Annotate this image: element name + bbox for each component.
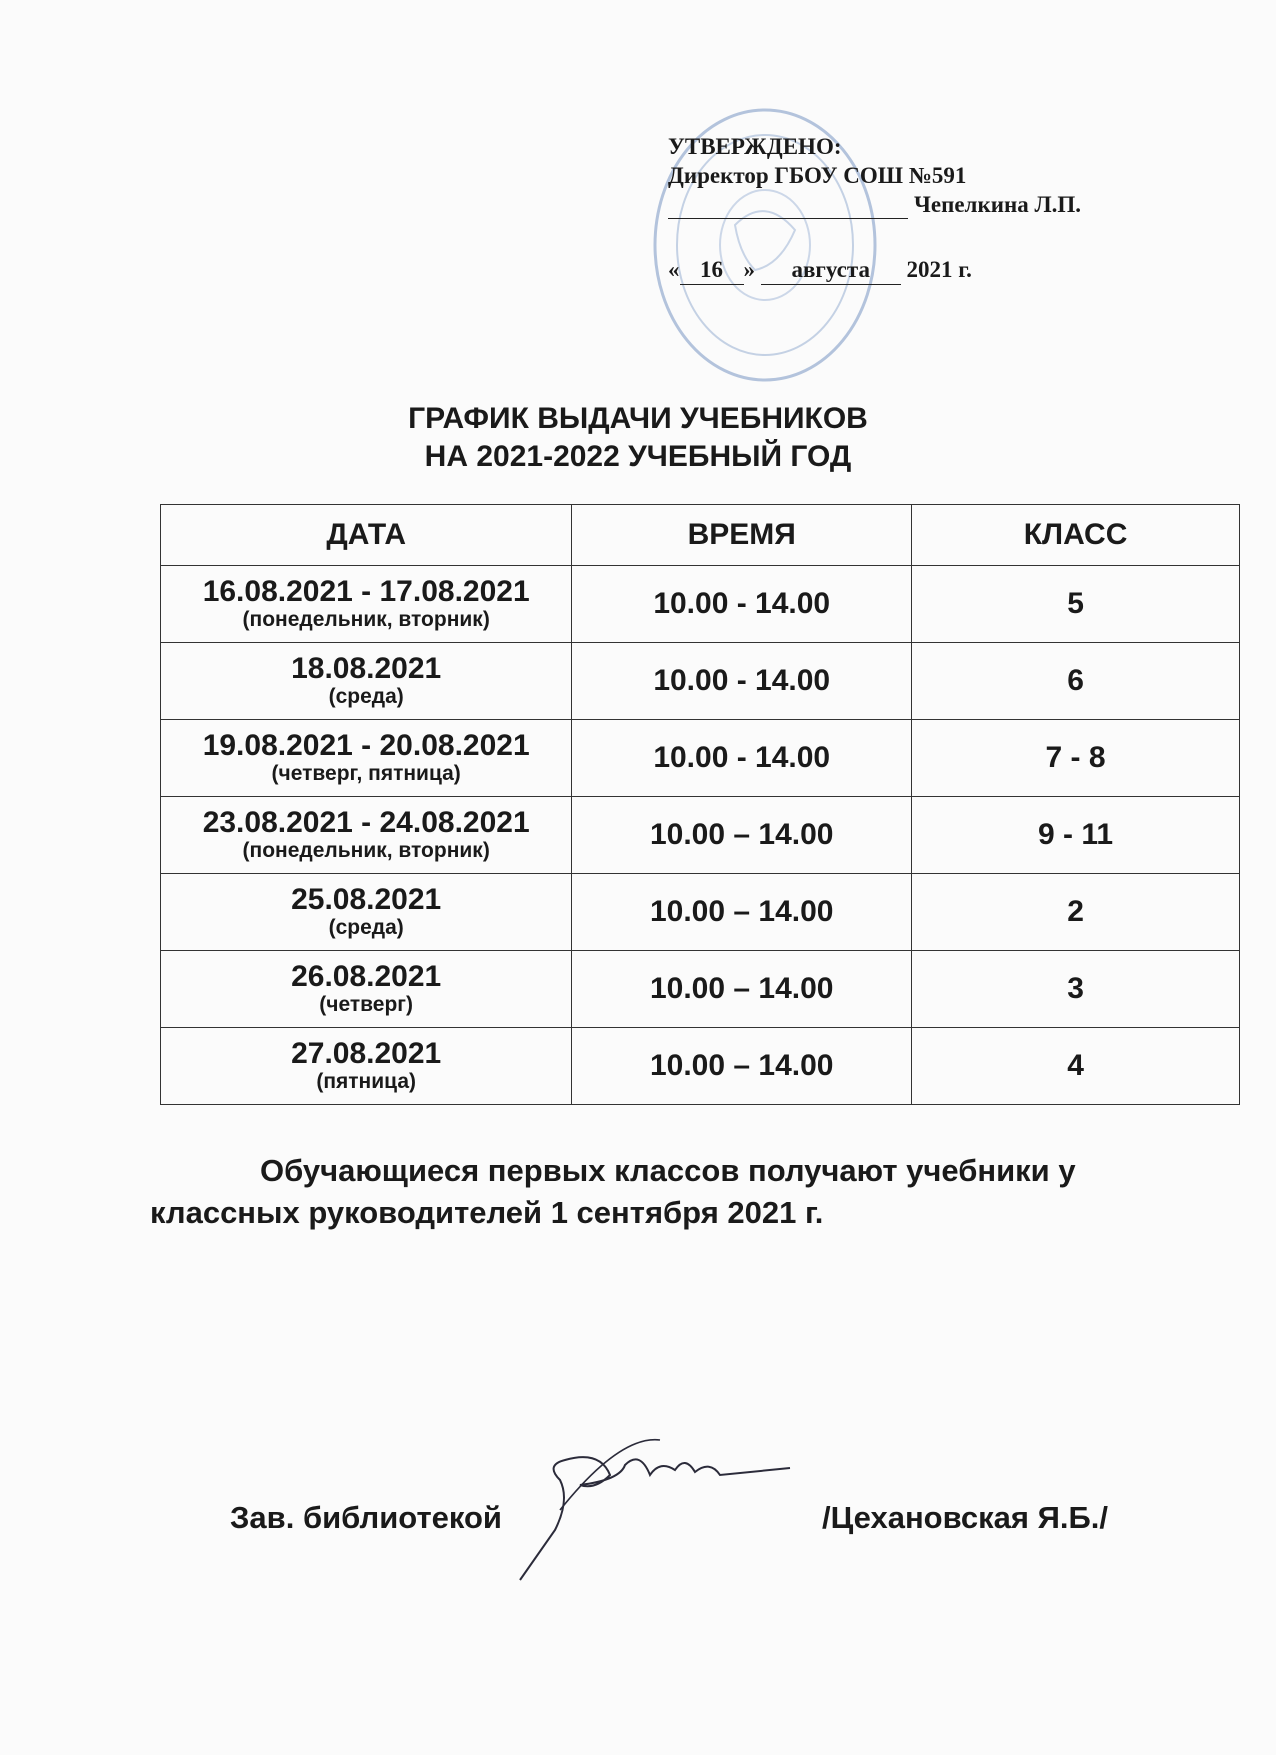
table-row <box>161 720 1240 797</box>
table-row <box>161 643 1240 720</box>
weekday-value: (четверг) <box>319 993 414 1016</box>
weekday-value: (пятница) <box>316 1070 416 1093</box>
time-cell: 10.00 – 14.00 <box>572 797 912 874</box>
table-row <box>161 797 1240 874</box>
table-row <box>161 1028 1240 1105</box>
director-name: Чепелкина Л.П. <box>914 192 1081 217</box>
time-cell: 10.00 – 14.00 <box>572 1028 912 1105</box>
weekday-value: (среда) <box>328 916 404 939</box>
table-header-row <box>161 505 1240 566</box>
time-cell: 10.00 - 14.00 <box>572 566 912 643</box>
weekday-value: (понедельник, вторник) <box>242 608 490 631</box>
handwritten-signature <box>500 1420 800 1590</box>
date-value: 27.08.2021 <box>291 1037 442 1070</box>
date-value: 18.08.2021 <box>291 652 442 685</box>
approval-block <box>668 132 1081 285</box>
weekday-value: (среда) <box>328 685 404 708</box>
date-value: 26.08.2021 <box>291 960 442 993</box>
class-cell: 9 - 11 <box>912 797 1240 874</box>
first-grade-note: Обучающиеся первых классов получают учебники у классных руководителей 1 сентября 2021 г. <box>150 1153 1076 1230</box>
time-cell: 10.00 – 14.00 <box>572 951 912 1028</box>
date-open-quote: « <box>668 257 680 282</box>
header-class: КЛАСС <box>912 505 1240 566</box>
header-time: ВРЕМЯ <box>572 505 912 566</box>
class-cell: 7 - 8 <box>912 720 1240 797</box>
approval-title: УТВЕРЖДЕНО: <box>668 134 842 159</box>
time-cell: 10.00 - 14.00 <box>572 643 912 720</box>
class-cell: 3 <box>912 951 1240 1028</box>
date-value: 25.08.2021 <box>291 883 442 916</box>
header-date: ДАТА <box>161 505 572 566</box>
approval-date <box>668 255 1081 285</box>
date-day: 16 <box>680 255 744 285</box>
table-row <box>161 566 1240 643</box>
date-cell <box>161 1028 572 1105</box>
date-value: 19.08.2021 - 20.08.2021 <box>202 729 530 762</box>
title-line-2: НА 2021-2022 УЧЕБНЫЙ ГОД <box>424 440 852 473</box>
approval-signature-row <box>668 190 1081 219</box>
date-close-quote: » <box>743 257 755 282</box>
class-cell: 6 <box>912 643 1240 720</box>
class-cell: 5 <box>912 566 1240 643</box>
weekday-value: (понедельник, вторник) <box>242 839 490 862</box>
date-cell <box>161 797 572 874</box>
date-cell <box>161 951 572 1028</box>
date-cell <box>161 874 572 951</box>
date-value: 16.08.2021 - 17.08.2021 <box>202 575 530 608</box>
schedule-table <box>160 504 1240 1105</box>
date-value: 23.08.2021 - 24.08.2021 <box>202 806 530 839</box>
date-month: августа <box>761 255 901 285</box>
class-cell: 2 <box>912 874 1240 951</box>
weekday-value: (четверг, пятница) <box>271 762 461 785</box>
title-line-1: ГРАФИК ВЫДАЧИ УЧЕБНИКОВ <box>408 402 868 435</box>
document-title <box>0 400 1276 476</box>
table-row <box>161 951 1240 1028</box>
signature-line <box>668 196 908 219</box>
librarian-name: /Цехановская Я.Б./ <box>822 1500 1108 1535</box>
date-cell <box>161 643 572 720</box>
date-cell <box>161 566 572 643</box>
approval-position: Директор ГБОУ СОШ №591 <box>668 163 967 188</box>
time-cell: 10.00 - 14.00 <box>572 720 912 797</box>
class-cell: 4 <box>912 1028 1240 1105</box>
date-year: 2021 г. <box>906 257 972 282</box>
time-cell: 10.00 – 14.00 <box>572 874 912 951</box>
table-row <box>161 874 1240 951</box>
date-cell <box>161 720 572 797</box>
librarian-role: Зав. библиотекой <box>230 1500 502 1535</box>
